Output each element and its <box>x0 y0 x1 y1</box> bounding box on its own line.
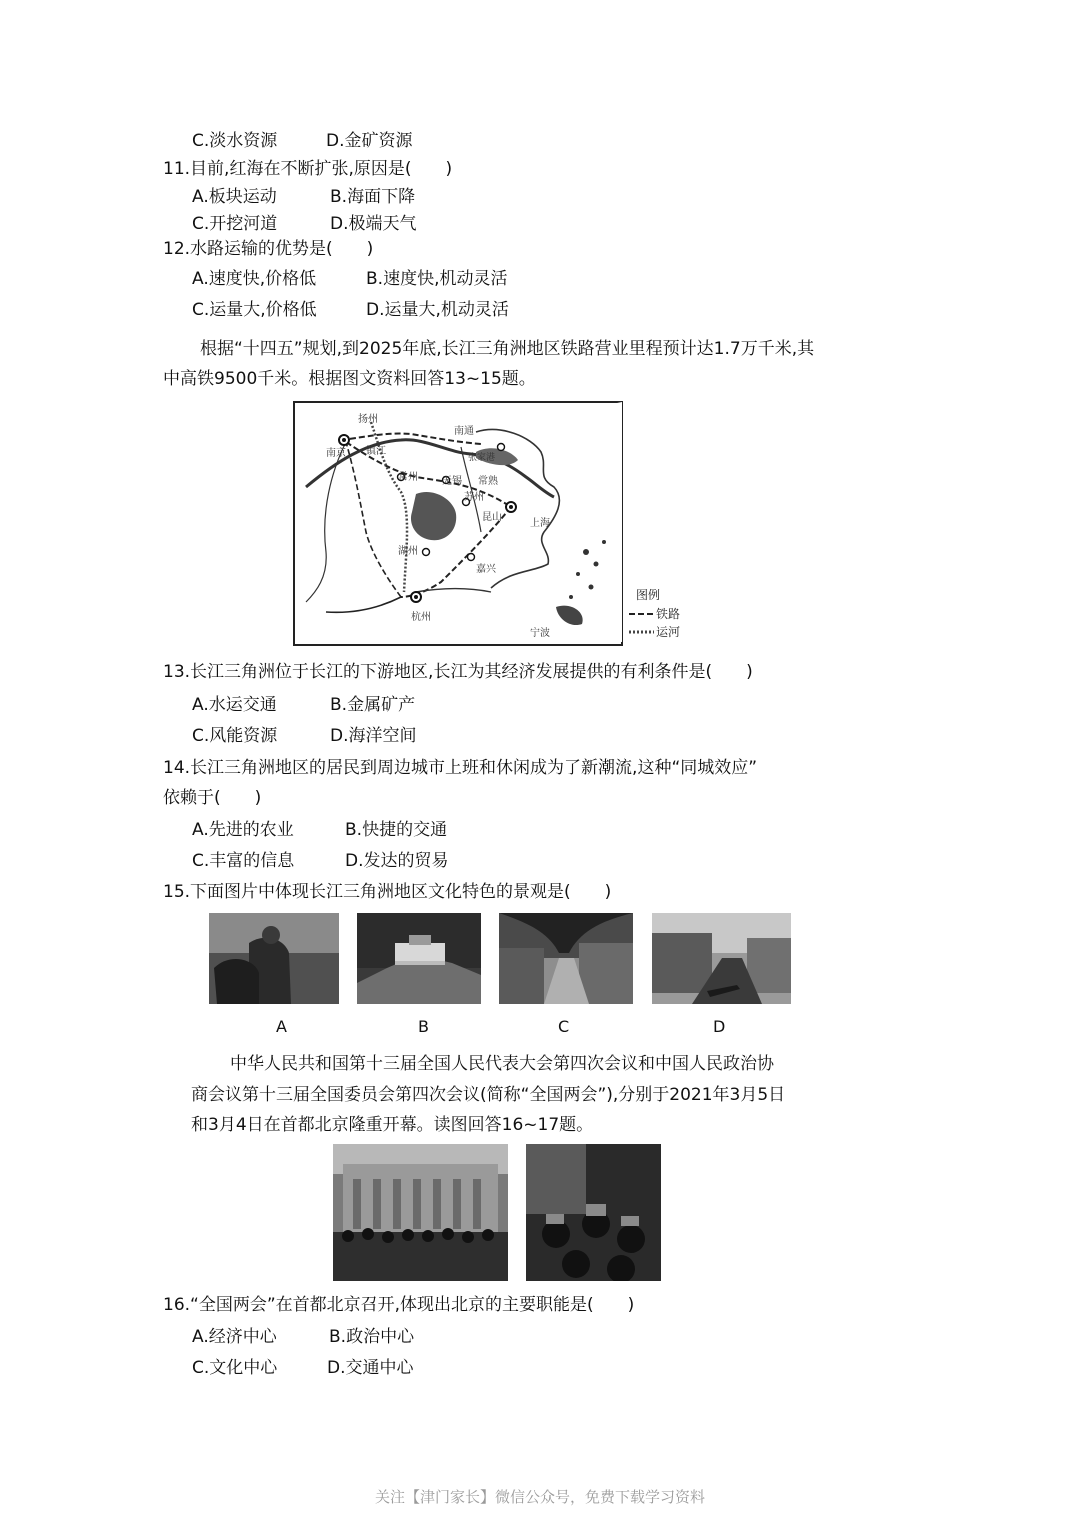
map-legend-canal: 运河 <box>656 625 681 639</box>
q12-option-d: D.运量大,机动灵活 <box>366 300 509 320</box>
passage1-line2: 中高铁9500千米。根据图文资料回答13~15题。 <box>163 369 536 389</box>
map-legend-rail: 铁路 <box>656 607 681 621</box>
map-label-hangzhou: 杭州 <box>411 612 431 623</box>
q11-option-c: C.开挖河道 <box>192 214 278 234</box>
q13-option-a: A.水运交通 <box>192 695 277 715</box>
photo-label-a: A <box>276 1017 287 1036</box>
q11-option-b: B.海面下降 <box>330 187 416 207</box>
map-label-changzhou: 常州 <box>398 472 418 483</box>
photo-great-hall-delegates <box>333 1144 508 1281</box>
q11-stem: 11.目前,红海在不断扩张,原因是( ) <box>163 159 453 179</box>
q16-option-b: B.政治中心 <box>329 1327 415 1347</box>
q15-stem: 15.下面图片中体现长江三角洲地区文化特色的景观是( ) <box>163 882 612 902</box>
q11-option-a: A.板块运动 <box>192 187 277 207</box>
photo-a-herdsman <box>209 913 339 1004</box>
map-label-kunshan: 昆山 <box>482 512 502 523</box>
q13-option-b: B.金属矿产 <box>330 695 416 715</box>
passage2-line2: 商会议第十三届全国委员会第四次会议(简称“全国两会”),分别于2021年3月5日 <box>191 1085 786 1105</box>
q16-option-a: A.经济中心 <box>192 1327 277 1347</box>
q12-option-c: C.运量大,价格低 <box>192 300 317 320</box>
q14-stem-line2: 依赖于( ) <box>163 788 262 808</box>
q14-stem-line1: 14.长江三角洲地区的居民到周边城市上班和休闲成为了新潮流,这种“同城效应” <box>163 758 758 778</box>
q14-option-b: B.快捷的交通 <box>345 820 448 840</box>
footer-watermark: 关注【津门家长】微信公众号，免费下载学习资料 <box>374 1488 705 1506</box>
q13-option-d: D.海洋空间 <box>330 726 417 746</box>
map-label-nantong: 南通 <box>454 426 474 437</box>
map-label-ningbo: 宁波 <box>530 628 550 639</box>
photo-label-b: B <box>418 1017 429 1036</box>
yangtze-delta-railway-map <box>286 392 686 648</box>
q14-option-c: C.丰富的信息 <box>192 851 295 871</box>
q16-option-c: C.文化中心 <box>192 1358 278 1378</box>
passage2-line1: 中华人民共和国第十三届全国人民代表大会第四次会议和中国人民政治协 <box>230 1054 774 1074</box>
q14-option-a: A.先进的农业 <box>192 820 294 840</box>
q12-stem: 12.水路运输的优势是( ) <box>163 239 374 259</box>
map-label-nanjing: 南京 <box>326 448 346 459</box>
map-label-huzhou: 湖州 <box>398 546 418 557</box>
q10-option-c: C.淡水资源 <box>192 131 278 151</box>
photo-d-water-town <box>652 913 791 1004</box>
q12-option-a: A.速度快,价格低 <box>192 269 317 289</box>
map-label-shanghai: 上海 <box>530 518 550 529</box>
photo-label-d: D <box>713 1017 726 1036</box>
map-label-jiaxing: 嘉兴 <box>476 564 496 575</box>
q12-option-b: B.速度快,机动灵活 <box>366 269 508 289</box>
map-label-changshu: 常熟 <box>478 476 498 487</box>
map-label-suzhou: 苏州 <box>464 492 484 503</box>
q11-option-d: D.极端天气 <box>330 214 417 234</box>
map-label-zhenjiang: 镇江 <box>366 446 386 457</box>
passage2-line3: 和3月4日在首都北京隆重开幕。读图回答16~17题。 <box>191 1115 594 1135</box>
photo-b-palace <box>357 913 481 1004</box>
passage1-line1: 根据“十四五”规划,到2025年底,长江三角洲地区铁路营业里程预计达1.7万千米,其 <box>200 339 815 359</box>
map-label-wuxi: 无锡 <box>442 476 462 487</box>
q16-stem: 16.“全国两会”在首都北京召开,体现出北京的主要职能是( ) <box>163 1295 635 1315</box>
photo-press-cameras <box>526 1144 661 1281</box>
photo-c-street <box>499 913 633 1004</box>
q13-option-c: C.风能资源 <box>192 726 278 746</box>
map-label-zhangjiagang: 张家港 <box>468 453 496 463</box>
photo-label-c: C <box>558 1017 570 1036</box>
q14-option-d: D.发达的贸易 <box>345 851 449 871</box>
q16-option-d: D.交通中心 <box>327 1358 414 1378</box>
q13-stem: 13.长江三角洲位于长江的下游地区,长江为其经济发展提供的有利条件是( ) <box>163 662 753 682</box>
map-label-yangzhou: 扬州 <box>358 414 378 425</box>
q10-option-d: D.金矿资源 <box>326 131 413 151</box>
map-legend-title: 图例 <box>636 588 661 602</box>
